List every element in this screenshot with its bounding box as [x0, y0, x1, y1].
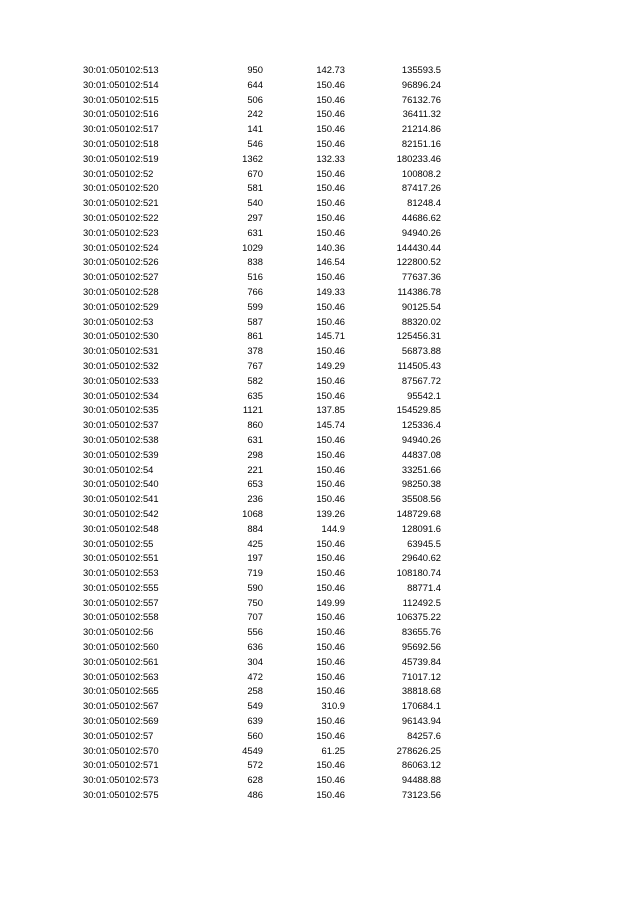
amount-cell: 170684.1 [401, 700, 441, 712]
table-row [0, 729, 640, 744]
table-row [0, 610, 640, 625]
amount-cell: 73123.56 [401, 789, 441, 801]
table-row [0, 463, 640, 478]
amount-cell: 83655.76 [401, 626, 441, 638]
amount-cell: 125456.31 [396, 330, 441, 342]
rate-cell: 150.46 [316, 374, 345, 386]
quantity-cell: 838 [247, 256, 263, 268]
rate-cell: 150.46 [316, 108, 345, 120]
cadastral-number-cell: 30:01:050102:56 [83, 626, 154, 638]
amount-cell: 81248.4 [407, 197, 441, 209]
table-row [0, 714, 640, 729]
table-row [0, 285, 640, 300]
rate-cell: 145.74 [316, 419, 345, 431]
quantity-cell: 1029 [242, 241, 263, 253]
quantity-cell: 861 [247, 330, 263, 342]
rate-cell: 150.46 [316, 567, 345, 579]
amount-cell: 94488.88 [401, 774, 441, 786]
table-row [0, 78, 640, 93]
quantity-cell: 297 [247, 211, 263, 223]
rate-cell: 150.46 [316, 300, 345, 312]
table-row [0, 507, 640, 522]
amount-cell: 144430.44 [396, 241, 441, 253]
table-row [0, 226, 640, 241]
rate-cell: 150.46 [316, 463, 345, 475]
quantity-cell: 141 [247, 123, 263, 135]
table-row [0, 255, 640, 270]
rate-cell: 150.46 [316, 759, 345, 771]
quantity-cell: 1121 [242, 404, 263, 416]
cadastral-number-cell: 30:01:050102:523 [83, 226, 159, 238]
rate-cell: 150.46 [316, 537, 345, 549]
cadastral-number-cell: 30:01:050102:569 [83, 715, 159, 727]
rate-cell: 149.99 [316, 596, 345, 608]
rate-cell: 150.46 [316, 729, 345, 741]
rate-cell: 150.46 [316, 448, 345, 460]
amount-cell: 108180.74 [396, 567, 441, 579]
quantity-cell: 546 [247, 137, 263, 149]
amount-cell: 106375.22 [396, 611, 441, 623]
amount-cell: 278626.25 [396, 744, 441, 756]
amount-cell: 88320.02 [401, 315, 441, 327]
rate-cell: 150.46 [316, 78, 345, 90]
table-row [0, 640, 640, 655]
amount-cell: 122800.52 [396, 256, 441, 268]
table-row [0, 167, 640, 182]
amount-cell: 88771.4 [407, 581, 441, 593]
rate-cell: 150.46 [316, 685, 345, 697]
rate-cell: 150.46 [316, 226, 345, 238]
rate-cell: 142.73 [316, 64, 345, 75]
quantity-cell: 719 [247, 567, 263, 579]
table-row [0, 270, 640, 285]
amount-cell: 87567.72 [401, 374, 441, 386]
table-row [0, 477, 640, 492]
rate-cell: 150.46 [316, 137, 345, 149]
amount-cell: 35508.56 [401, 493, 441, 505]
quantity-cell: 486 [247, 789, 263, 801]
quantity-cell: 1068 [242, 507, 263, 519]
cadastral-number-cell: 30:01:050102:537 [83, 419, 159, 431]
amount-cell: 87417.26 [401, 182, 441, 194]
quantity-cell: 304 [247, 655, 263, 667]
table-row [0, 773, 640, 788]
rate-cell: 150.46 [316, 641, 345, 653]
amount-cell: 114386.78 [397, 285, 441, 297]
quantity-cell: 298 [247, 448, 263, 460]
quantity-cell: 4549 [242, 744, 263, 756]
table-row [0, 241, 640, 256]
cadastral-number-cell: 30:01:050102:539 [83, 448, 159, 460]
quantity-cell: 950 [247, 64, 263, 75]
spreadsheet-table [0, 63, 640, 803]
rate-cell: 150.46 [316, 93, 345, 105]
table-row [0, 625, 640, 640]
amount-cell: 114505.43 [397, 359, 441, 371]
rate-cell: 150.46 [316, 626, 345, 638]
cadastral-number-cell: 30:01:050102:557 [83, 596, 159, 608]
rate-cell: 150.46 [316, 493, 345, 505]
rate-cell: 150.46 [316, 670, 345, 682]
table-row [0, 93, 640, 108]
amount-cell: 180233.46 [396, 152, 441, 164]
cadastral-number-cell: 30:01:050102:57 [83, 729, 154, 741]
cadastral-number-cell: 30:01:050102:570 [83, 744, 159, 756]
quantity-cell: 670 [247, 167, 263, 179]
amount-cell: 84257.6 [407, 729, 441, 741]
table-row [0, 551, 640, 566]
cadastral-number-cell: 30:01:050102:522 [83, 211, 159, 223]
amount-cell: 36411.32 [402, 108, 441, 120]
quantity-cell: 581 [247, 182, 263, 194]
amount-cell: 94940.26 [401, 433, 441, 445]
quantity-cell: 587 [247, 315, 263, 327]
amount-cell: 96896.24 [401, 78, 441, 90]
rate-cell: 150.46 [316, 211, 345, 223]
table-row [0, 389, 640, 404]
table-row [0, 359, 640, 374]
rate-cell: 150.46 [316, 611, 345, 623]
table-row [0, 537, 640, 552]
quantity-cell: 766 [247, 285, 263, 297]
table-row [0, 329, 640, 344]
quantity-cell: 1362 [242, 152, 263, 164]
rate-cell: 150.46 [316, 774, 345, 786]
rate-cell: 150.46 [316, 581, 345, 593]
rate-cell: 146.54 [316, 256, 345, 268]
table-row [0, 492, 640, 507]
quantity-cell: 540 [247, 197, 263, 209]
quantity-cell: 590 [247, 581, 263, 593]
cadastral-number-cell: 30:01:050102:519 [83, 152, 159, 164]
rate-cell: 150.46 [316, 789, 345, 801]
table-row [0, 522, 640, 537]
rate-cell: 310.9 [321, 700, 345, 712]
amount-cell: 95542.1 [407, 389, 441, 401]
amount-cell: 98250.38 [401, 478, 441, 490]
rate-cell: 150.46 [316, 271, 345, 283]
rate-cell: 149.33 [316, 285, 345, 297]
cadastral-number-cell: 30:01:050102:563 [83, 670, 159, 682]
quantity-cell: 560 [247, 729, 263, 741]
quantity-cell: 236 [247, 493, 263, 505]
rate-cell: 145.71 [316, 330, 345, 342]
quantity-cell: 884 [247, 522, 263, 534]
rate-cell: 150.46 [316, 345, 345, 357]
cadastral-number-cell: 30:01:050102:520 [83, 182, 159, 194]
cadastral-number-cell: 30:01:050102:517 [83, 123, 159, 135]
quantity-cell: 572 [247, 759, 263, 771]
rate-cell: 139.26 [316, 507, 345, 519]
table-row [0, 566, 640, 581]
cadastral-number-cell: 30:01:050102:53 [83, 315, 154, 327]
cadastral-number-cell: 30:01:050102:565 [83, 685, 159, 697]
cadastral-number-cell: 30:01:050102:553 [83, 567, 159, 579]
rate-cell: 150.46 [316, 182, 345, 194]
table-row [0, 684, 640, 699]
cadastral-number-cell: 30:01:050102:524 [83, 241, 159, 253]
quantity-cell: 644 [247, 78, 263, 90]
cadastral-number-cell: 30:01:050102:571 [83, 759, 159, 771]
quantity-cell: 242 [247, 108, 263, 120]
quantity-cell: 582 [247, 374, 263, 386]
rate-cell: 150.46 [316, 478, 345, 490]
table-row [0, 137, 640, 152]
amount-cell: 38818.68 [401, 685, 441, 697]
cadastral-number-cell: 30:01:050102:533 [83, 374, 159, 386]
table-row [0, 433, 640, 448]
quantity-cell: 635 [247, 389, 263, 401]
quantity-cell: 425 [247, 537, 263, 549]
table-row [0, 655, 640, 670]
table-row [0, 374, 640, 389]
amount-cell: 77637.36 [401, 271, 441, 283]
cadastral-number-cell: 30:01:050102:528 [83, 285, 159, 297]
cadastral-number-cell: 30:01:050102:538 [83, 433, 159, 445]
cadastral-number-cell: 30:01:050102:521 [83, 197, 159, 209]
amount-cell: 29640.62 [401, 552, 441, 564]
rate-cell: 150.46 [316, 123, 345, 135]
amount-cell: 45739.84 [401, 655, 441, 667]
cadastral-number-cell: 30:01:050102:513 [83, 64, 159, 75]
quantity-cell: 221 [247, 463, 263, 475]
amount-cell: 100808.2 [401, 167, 441, 179]
cadastral-number-cell: 30:01:050102:52 [83, 167, 154, 179]
rate-cell: 140.36 [316, 241, 345, 253]
cadastral-number-cell: 30:01:050102:542 [83, 507, 159, 519]
amount-cell: 112492.5 [402, 596, 441, 608]
cadastral-number-cell: 30:01:050102:529 [83, 300, 159, 312]
rate-cell: 150.46 [316, 715, 345, 727]
cadastral-number-cell: 30:01:050102:560 [83, 641, 159, 653]
amount-cell: 86063.12 [401, 759, 441, 771]
amount-cell: 71017.12 [401, 670, 441, 682]
amount-cell: 128091.6 [401, 522, 441, 534]
amount-cell: 56873.88 [401, 345, 441, 357]
amount-cell: 96143.94 [401, 715, 441, 727]
cadastral-number-cell: 30:01:050102:558 [83, 611, 159, 623]
cadastral-number-cell: 30:01:050102:515 [83, 93, 159, 105]
cadastral-number-cell: 30:01:050102:527 [83, 271, 159, 283]
cadastral-number-cell: 30:01:050102:518 [83, 137, 159, 149]
rate-cell: 150.46 [316, 197, 345, 209]
table-row [0, 403, 640, 418]
rate-cell: 144.9 [321, 522, 345, 534]
amount-cell: 44837.08 [401, 448, 441, 460]
cadastral-number-cell: 30:01:050102:532 [83, 359, 159, 371]
table-row [0, 670, 640, 685]
quantity-cell: 549 [247, 700, 263, 712]
quantity-cell: 636 [247, 641, 263, 653]
amount-cell: 95692.56 [401, 641, 441, 653]
amount-cell: 44686.62 [401, 211, 441, 223]
table-row [0, 418, 640, 433]
cadastral-number-cell: 30:01:050102:534 [83, 389, 159, 401]
amount-cell: 125336.4 [401, 419, 441, 431]
table-row [0, 63, 640, 78]
rate-cell: 150.46 [316, 389, 345, 401]
quantity-cell: 556 [247, 626, 263, 638]
rate-cell: 61.25 [321, 744, 345, 756]
quantity-cell: 707 [247, 611, 263, 623]
table-row [0, 448, 640, 463]
cadastral-number-cell: 30:01:050102:551 [83, 552, 159, 564]
amount-cell: 82151.16 [401, 137, 441, 149]
amount-cell: 33251.66 [401, 463, 441, 475]
cadastral-number-cell: 30:01:050102:514 [83, 78, 159, 90]
quantity-cell: 639 [247, 715, 263, 727]
table-row [0, 344, 640, 359]
quantity-cell: 197 [247, 552, 263, 564]
cadastral-number-cell: 30:01:050102:54 [83, 463, 154, 475]
rate-cell: 132.33 [316, 152, 345, 164]
table-row [0, 107, 640, 122]
amount-cell: 148729.68 [396, 507, 441, 519]
table-row [0, 788, 640, 803]
cadastral-number-cell: 30:01:050102:573 [83, 774, 159, 786]
amount-cell: 94940.26 [401, 226, 441, 238]
cadastral-number-cell: 30:01:050102:575 [83, 789, 159, 801]
rate-cell: 150.46 [316, 315, 345, 327]
table-row [0, 300, 640, 315]
quantity-cell: 631 [247, 226, 263, 238]
rate-cell: 150.46 [316, 552, 345, 564]
amount-cell: 90125.54 [401, 300, 441, 312]
amount-cell: 135593.5 [401, 64, 441, 75]
quantity-cell: 378 [247, 345, 263, 357]
cadastral-number-cell: 30:01:050102:526 [83, 256, 159, 268]
quantity-cell: 599 [247, 300, 263, 312]
table-row [0, 152, 640, 167]
amount-cell: 154529.85 [396, 404, 441, 416]
cadastral-number-cell: 30:01:050102:555 [83, 581, 159, 593]
amount-cell: 21214.86 [401, 123, 441, 135]
cadastral-number-cell: 30:01:050102:55 [83, 537, 154, 549]
cadastral-number-cell: 30:01:050102:516 [83, 108, 159, 120]
cadastral-number-cell: 30:01:050102:540 [83, 478, 159, 490]
table-row [0, 699, 640, 714]
quantity-cell: 750 [247, 596, 263, 608]
rate-cell: 149.29 [316, 359, 345, 371]
quantity-cell: 860 [247, 419, 263, 431]
rate-cell: 137.85 [316, 404, 345, 416]
quantity-cell: 258 [247, 685, 263, 697]
quantity-cell: 653 [247, 478, 263, 490]
cadastral-number-cell: 30:01:050102:531 [83, 345, 159, 357]
cadastral-number-cell: 30:01:050102:530 [83, 330, 159, 342]
cadastral-number-cell: 30:01:050102:541 [83, 493, 159, 505]
rate-cell: 150.46 [316, 655, 345, 667]
table-row [0, 596, 640, 611]
rate-cell: 150.46 [316, 433, 345, 445]
table-row [0, 122, 640, 137]
table-row [0, 196, 640, 211]
amount-cell: 63945.5 [407, 537, 441, 549]
cadastral-number-cell: 30:01:050102:535 [83, 404, 159, 416]
quantity-cell: 516 [247, 271, 263, 283]
table-row [0, 758, 640, 773]
rate-cell: 150.46 [316, 167, 345, 179]
quantity-cell: 628 [247, 774, 263, 786]
table-row [0, 581, 640, 596]
quantity-cell: 506 [247, 93, 263, 105]
table-row [0, 315, 640, 330]
quantity-cell: 767 [247, 359, 263, 371]
cadastral-number-cell: 30:01:050102:561 [83, 655, 159, 667]
quantity-cell: 472 [247, 670, 263, 682]
table-row [0, 181, 640, 196]
cadastral-number-cell: 30:01:050102:567 [83, 700, 159, 712]
table-row [0, 744, 640, 759]
table-row [0, 211, 640, 226]
quantity-cell: 631 [247, 433, 263, 445]
amount-cell: 76132.76 [401, 93, 441, 105]
cadastral-number-cell: 30:01:050102:548 [83, 522, 159, 534]
